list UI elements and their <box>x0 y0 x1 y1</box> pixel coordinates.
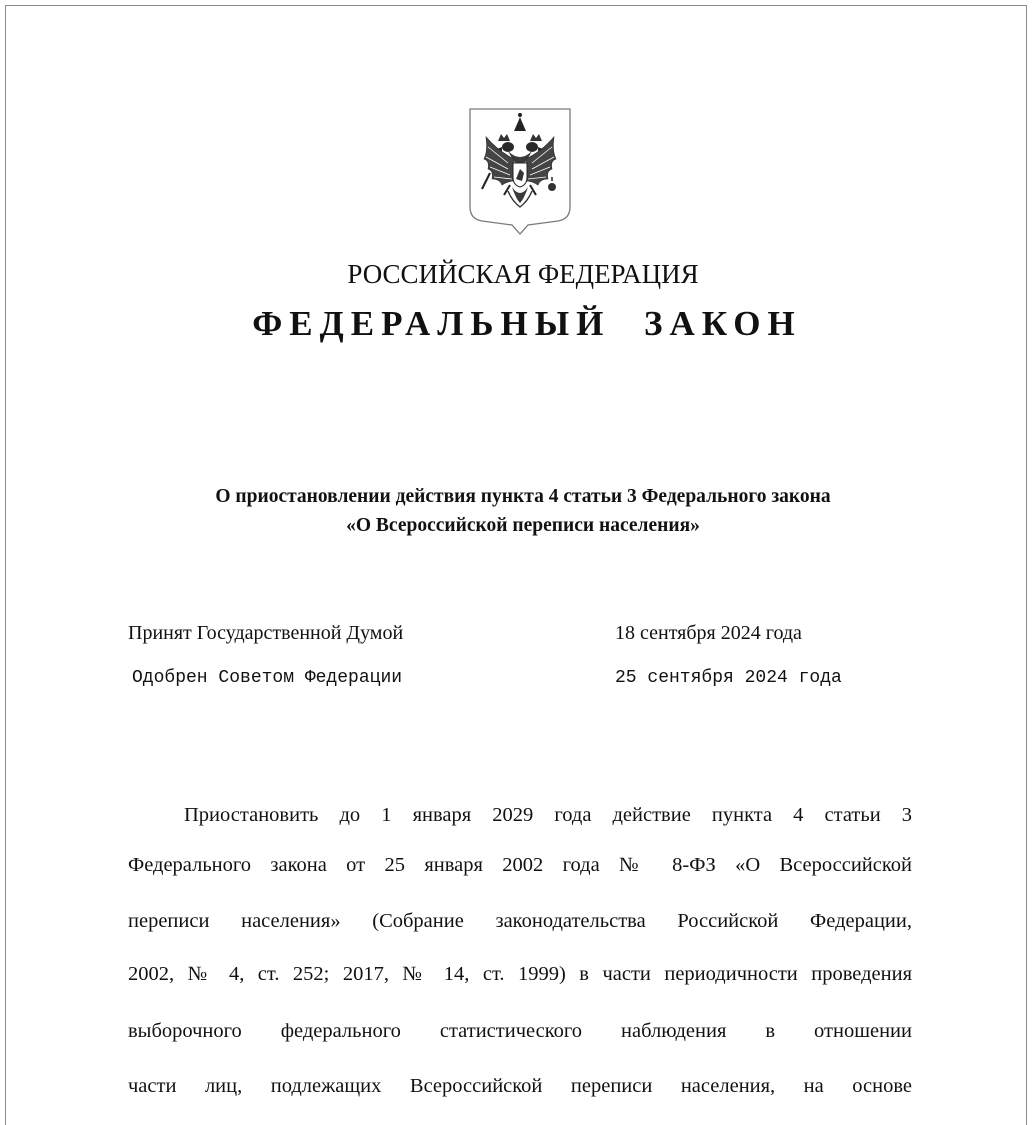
law-title-line-1: О приостановлении действия пункта 4 статьи 3 Федерального закона <box>215 486 831 507</box>
adoption-date: 18 сентября 2024 года <box>615 622 802 644</box>
body-text-line: 2002, № 4, ст. 252; 2017, № 14, ст. 1999) в части периодичности проведения <box>128 963 912 985</box>
adoption-row-federation-council <box>128 663 888 693</box>
document-page <box>5 5 1027 1125</box>
document-type: ФЕДЕРАЛЬНЫЙ ЗАКОН <box>252 304 802 343</box>
body-text-line: выборочного федерального статистического наблюдения в отношении <box>128 1020 912 1042</box>
adoption-row-duma <box>128 618 888 648</box>
body-text-line: Федерального закона от 25 января 2002 года № 8-ФЗ «О Всероссийской <box>128 854 912 876</box>
adoption-date: 25 сентября 2024 года <box>615 668 842 688</box>
country-name: РОССИЙСКАЯ ФЕДЕРАЦИЯ <box>347 259 699 289</box>
body-text-line: части лиц, подлежащих Всероссийской переписи населения, на основе <box>128 1075 912 1097</box>
law-title-line-2: «О Всероссийской переписи населения» <box>346 515 700 536</box>
body-text-line: переписи населения» (Собрание законодательства Российской Федерации, <box>128 910 912 932</box>
adoption-body: Одобрен Советом Федерации <box>132 668 403 688</box>
adoption-body: Принят Государственной Думой <box>128 622 404 644</box>
body-text-line: Приостановить до 1 января 2029 года действие пункта 4 статьи 3 <box>184 804 912 826</box>
coat-of-arms-icon <box>468 107 572 237</box>
